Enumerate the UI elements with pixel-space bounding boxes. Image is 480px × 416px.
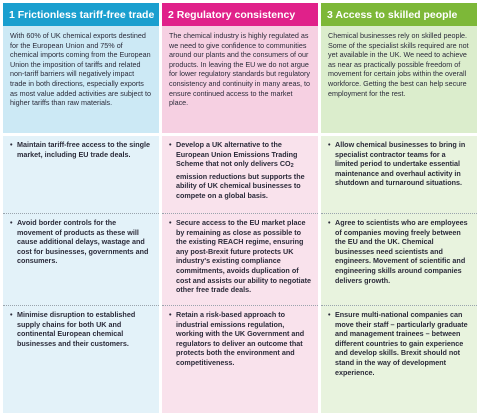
column-3-header: 3 Access to skilled people <box>321 3 477 26</box>
column-1-header: 1 Frictionless tariff-free trade <box>3 3 159 26</box>
column-2-point-2: • Secure access to the EU market place by remaining as close as possible to the existing REACH regime, ensuring any post-Brexit future protects UK industry's existing compliance commitments, avoids duplication of cost and assists our ability to negotiate other free trade deals. <box>162 213 318 305</box>
column-3-point-1: • Allow chemical businesses to bring in specialist contractor teams for a limited period to undertake essential maintenance and overhaul activity in shutdown and turnaround situations. <box>321 136 477 213</box>
column-3-point-2: • Agree to scientists who are employees of companies moving freely between the EU and the UK. Chemical businesses need scientists and engineers. Movement of scientific and engineering skills around companies delivers growth. <box>321 213 477 305</box>
co2-subscript: 2 <box>290 163 294 170</box>
column-2-intro: The chemical industry is highly regulated as we need to give confidence to communities around our plants and the consumers of our products. In leaving the EU we do not argue for lower regulatory standards but regulatory consistency and continuity in many areas, to ensure continued access to the market place. <box>162 26 318 133</box>
column-2-point-3: • Retain a risk-based approach to industrial emissions regulation, working with the UK Government and regulators to deliver an outcome that protects both the environment and competitiveness. <box>162 305 318 413</box>
column-1-point-2: • Avoid border controls for the movement of products as these will cause additional delays, wastage and cost for businesses, governments and consumers. <box>3 213 159 305</box>
column-2-point-1 <box>162 136 318 213</box>
column-3-intro: Chemical businesses rely on skilled people. Some of the specialist skills required are not yet available in the UK. We need to achieve as near as practically possible freedom of movement for certain jobs within the overall workforce. Getting the best can help secure employment for the rest. <box>321 26 477 133</box>
column-1-intro: With 60% of UK chemical exports destined for the European Union and 75% of chemical imports coming from the European Union the imposition of tariffs and related non-tariff barriers will negatively impact trade in both directions, especially exports as most value added activities are subject to higher tariffs than raw materials. <box>3 26 159 133</box>
column-2-header: 2 Regulatory consistency <box>162 3 318 26</box>
column-1-point-3: • Minimise disruption to established supply chains for both UK and continental European chemical businesses and their customers. <box>3 305 159 413</box>
point-text-end: emission reductions but supports the ability of UK chemical businesses to compete on a global basis. <box>176 171 305 200</box>
column-3-point-3: • Ensure multi-national companies can move their staff – particularly graduate and management trainees – between different countries to gain experience and develop skills. Brexit should not stand in the way of development experience. <box>321 305 477 413</box>
brexit-priorities-table <box>3 3 477 413</box>
column-1-point-1: • Maintain tariff-free access to the single market, including EU trade deals. <box>3 136 159 213</box>
point-text-start: Develop a UK alternative to the European Union Emissions Trading Scheme that not only delivers CO <box>176 140 298 169</box>
